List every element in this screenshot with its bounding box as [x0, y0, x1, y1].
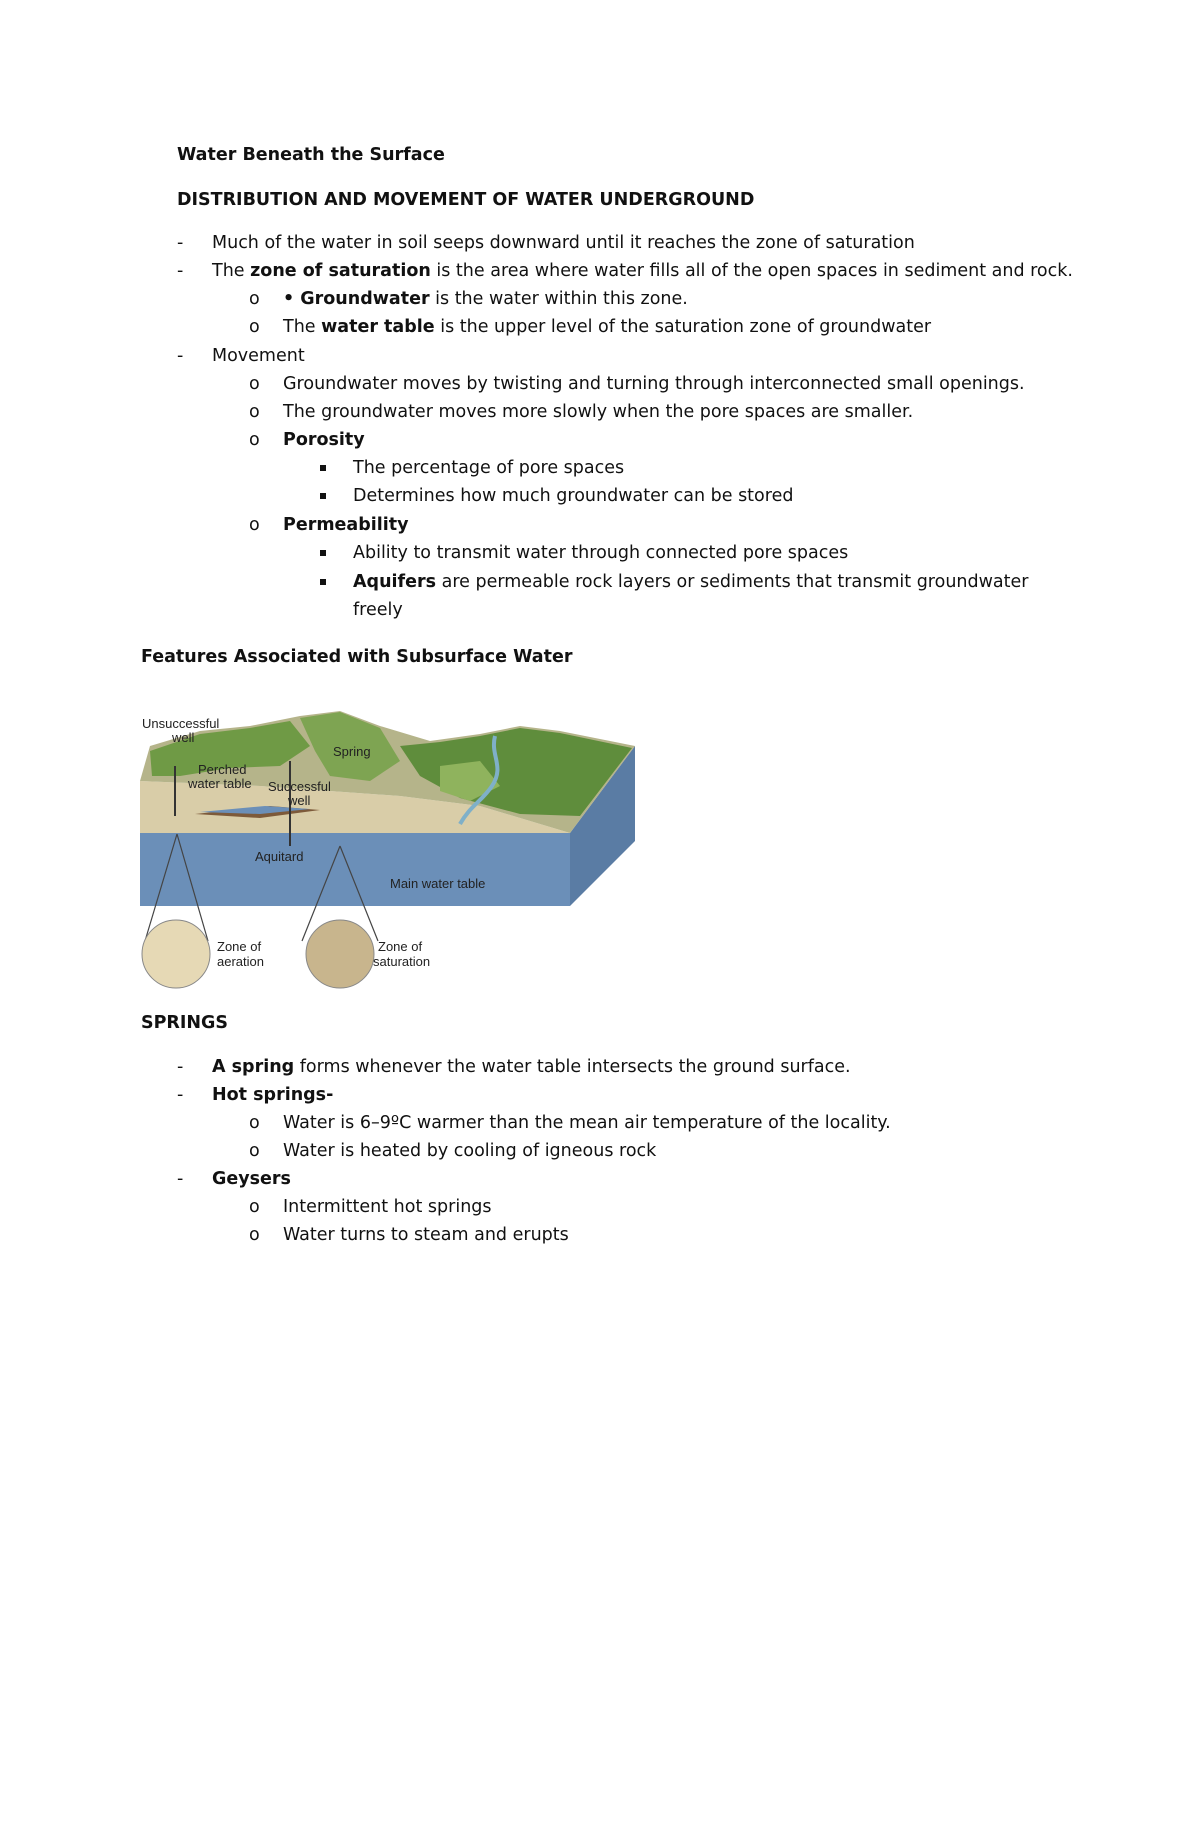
bold-term: Aquifers	[353, 572, 437, 592]
dash-bullet: -	[177, 1169, 184, 1189]
list-item-heading: Permeability	[283, 515, 409, 535]
circle-bullet: o	[249, 430, 260, 450]
list-item-heading: Hot springs-	[212, 1085, 334, 1105]
zone-aeration-circle	[142, 920, 210, 988]
list-item: Movement	[212, 346, 305, 366]
bold-term: A spring	[212, 1057, 295, 1077]
dash-bullet: -	[177, 1057, 184, 1077]
label-perched: Perched	[198, 762, 247, 777]
circle-bullet: o	[249, 289, 260, 309]
list-item: Water is heated by cooling of igneous rock	[283, 1141, 657, 1161]
list-item: Water turns to steam and erupts	[283, 1225, 569, 1245]
list-item	[283, 315, 931, 339]
list-item	[283, 287, 688, 311]
label-unsuccessful-well: Unsuccessful	[142, 716, 220, 731]
list-item: Water is 6–9ºC warmer than the mean air temperature of the locality.	[283, 1113, 891, 1133]
list-item-continuation: freely	[353, 600, 403, 620]
list-item: Intermittent hot springs	[283, 1197, 492, 1217]
list-item: Ability to transmit water through connected pore spaces	[353, 543, 849, 563]
dash-bullet: -	[177, 261, 184, 281]
label-successful-well: Successful	[268, 779, 331, 794]
list-item: The groundwater moves more slowly when the pore spaces are smaller.	[283, 402, 914, 422]
label-unsuccessful-well-2: well	[172, 730, 195, 745]
zone-saturation-circle	[306, 920, 374, 988]
saturation-layer	[140, 833, 570, 906]
square-bullet	[320, 465, 326, 471]
bold-term: water table	[321, 317, 435, 337]
circle-bullet: o	[249, 1197, 260, 1217]
label-aquitard: Aquitard	[255, 849, 304, 864]
list-item-heading: Geysers	[212, 1169, 291, 1189]
circle-bullet: o	[249, 1225, 260, 1245]
bold-term: • Groundwater	[283, 289, 430, 309]
circle-bullet: o	[249, 317, 260, 337]
text-run: is the area where water fills all of the open spaces in sediment and rock.	[430, 261, 1073, 281]
list-item	[212, 259, 1073, 283]
list-item: Determines how much groundwater can be stored	[353, 486, 794, 506]
groundwater-block-diagram	[140, 706, 640, 996]
square-bullet	[320, 493, 326, 499]
square-bullet	[320, 579, 326, 585]
list-item-heading: Porosity	[283, 430, 365, 450]
section-heading-springs: SPRINGS	[141, 1013, 229, 1033]
label-perched-2: water table	[188, 776, 252, 791]
text-run: are permeable rock layers or sediments that transmit groundwater	[436, 572, 1029, 592]
label-zone-saturation-2: saturation	[373, 954, 431, 969]
dash-bullet: -	[177, 346, 184, 366]
dash-bullet: -	[177, 1085, 184, 1105]
label-zone-aeration: Zone of	[217, 939, 262, 954]
section-heading-distribution: DISTRIBUTION AND MOVEMENT OF WATER UNDERGROUND	[177, 190, 755, 210]
label-main-water-table: Main water table	[390, 876, 486, 891]
list-item: The percentage of pore spaces	[353, 458, 625, 478]
bold-term: zone of saturation	[250, 261, 431, 281]
label-spring: Spring	[333, 744, 371, 759]
circle-bullet: o	[249, 402, 260, 422]
list-item	[212, 1055, 851, 1079]
square-bullet	[320, 550, 326, 556]
label-zone-saturation: Zone of	[378, 939, 423, 954]
section-heading-features: Features Associated with Subsurface Water	[141, 647, 573, 667]
text-run: is the water within this zone.	[429, 289, 688, 309]
text-run: forms whenever the water table intersects the ground surface.	[294, 1057, 851, 1077]
label-successful-well-2: well	[288, 793, 311, 808]
circle-bullet: o	[249, 515, 260, 535]
list-item	[353, 570, 1028, 594]
list-item: Much of the water in soil seeps downward until it reaches the zone of saturation	[212, 233, 915, 253]
dash-bullet: -	[177, 233, 184, 253]
label-zone-aeration-2: aeration	[217, 954, 264, 969]
circle-bullet: o	[249, 1113, 260, 1133]
text-run: The	[283, 317, 322, 337]
text-run: The	[212, 261, 251, 281]
circle-bullet: o	[249, 374, 260, 394]
document-title: Water Beneath the Surface	[177, 145, 445, 165]
list-item: Groundwater moves by twisting and turning through interconnected small openings.	[283, 374, 1025, 394]
circle-bullet: o	[249, 1141, 260, 1161]
text-run: is the upper level of the saturation zone of groundwater	[434, 317, 932, 337]
